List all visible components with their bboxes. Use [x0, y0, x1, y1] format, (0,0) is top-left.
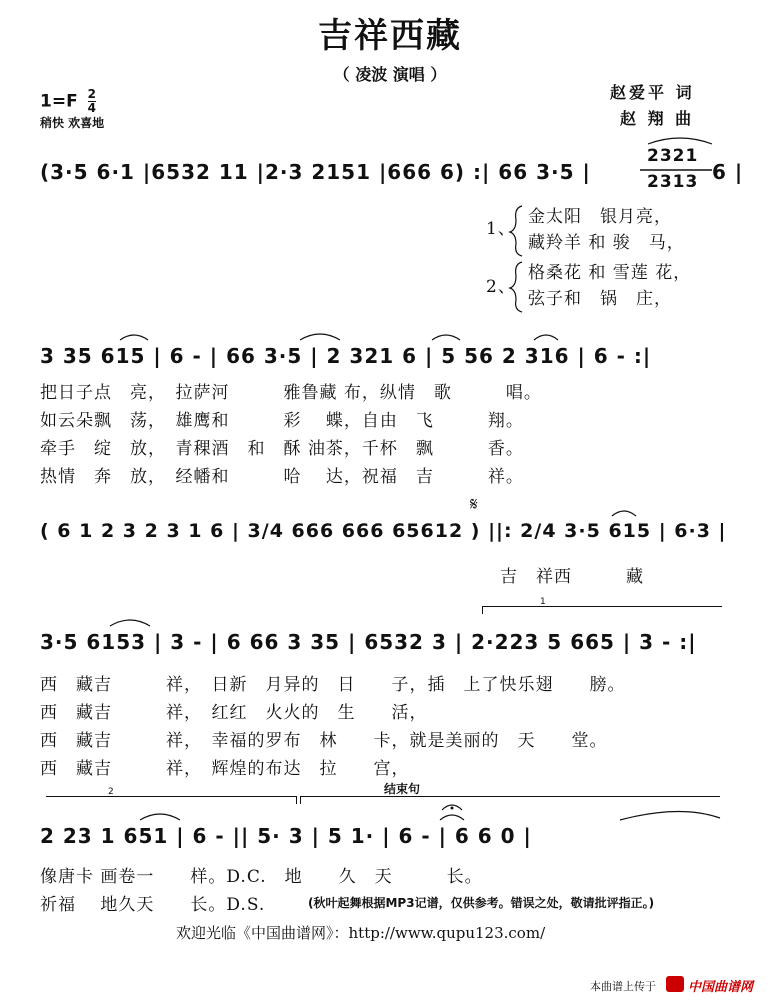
slur-10: [620, 811, 720, 820]
staff3-notation: ( 6 1 2 3 2 3 1 6 | 3/4 666 666 65612 ) ||: 2/4 3·5 615 | 6·3 |: [40, 520, 727, 542]
staff5-notation: 2 23 1 651 | 6 - || 5· 3 | 5 1· | 6 - | 6 6 0 |: [40, 824, 532, 848]
verse1-label: 1、: [486, 219, 516, 239]
verse2-line-a: 格桑花 和 雪莲 花，: [528, 263, 692, 283]
staff4-lyric-4: 西 藏吉 祥， 辉煌的布达 拉 宫，: [40, 759, 410, 779]
verse1-brace: [510, 206, 522, 256]
slur-8: [140, 814, 180, 820]
footer-upload-label: 本曲谱上传于: [590, 980, 656, 993]
lyricist-credit: 赵爱平 词: [610, 83, 695, 102]
staff5-lyric-2a: 祈福 地久天 长。D.S.: [40, 895, 266, 915]
staff2-lyric-3: 牵手 绽 放， 青稞酒 和 酥 油茶，千杯 飘 香。: [40, 439, 524, 459]
website-link[interactable]: 欢迎光临《中国曲谱网》：http://www.qupu123.com/: [176, 924, 546, 942]
time-signature: $\frac{2}{4}$: [87, 87, 96, 115]
staff3-lyric: 吉 祥西 藏: [500, 567, 644, 587]
fermata-dot: [451, 807, 454, 810]
verse1-line-a: 金太阳 银月亮，: [528, 207, 672, 227]
singer-credit: （ 凌波 演唱 ）: [333, 65, 447, 84]
staff4-lyric-3: 西 藏吉 祥， 幸福的罗布 林 卡，就是美丽的 天 堂。: [40, 731, 608, 751]
slur-9: [440, 815, 464, 820]
slur-3: [300, 334, 340, 340]
staff1-notation: (3·5 6·1 |6532 11 |2·3 2151 |666 6) :| 66 3·5 |: [40, 160, 591, 184]
footer-site-name: 中国曲谱网: [688, 980, 754, 995]
staff1-stack-top: 2321: [647, 146, 699, 166]
staff4-lyric-2: 西 藏吉 祥， 红红 火火的 生 活，: [40, 703, 428, 723]
staff2-lyric-1: 把日子点 亮， 拉萨河 雅鲁藏 布，纵情 歌 唱。: [40, 383, 542, 403]
verse2-label: 2、: [486, 277, 516, 297]
composer-credit: 赵 翔 曲: [620, 109, 695, 128]
transcriber-note: (秋叶起舞根据MP3记谱，仅供参考。错误之处，敬请批评指正。): [308, 896, 655, 910]
slur-4: [432, 335, 460, 340]
staff1-stack-bottom: 2313: [647, 172, 699, 192]
slur-1: [648, 138, 712, 144]
slur-2: [120, 335, 148, 340]
key-label: 1=F: [40, 91, 78, 112]
staff4-notation: 3·5 6153 | 3 - | 6 66 3 35 | 6532 3 | 2·223 5 665 | 3 - :|: [40, 630, 697, 654]
segno-sign: 𝄋: [470, 494, 478, 515]
staff2-lyric-2: 如云朵飘 荡， 雄鹰和 彩 蝶，自由 飞 翔。: [40, 411, 524, 431]
volta2-number: 2: [108, 787, 114, 797]
staff2-notation: 3 35 615 | 6 - | 66 3·5 | 2 321 6 | 5 56 2 316 | 6 - :|: [40, 344, 652, 368]
staff1-end: 6 |: [712, 160, 744, 184]
slur-5: [534, 335, 558, 340]
verse2-brace: [510, 262, 522, 312]
verse2-line-b: 弦子和 锅 庄，: [528, 289, 672, 309]
tempo-marking: 稍快 欢喜地: [40, 116, 105, 130]
page-title: 吉祥西藏: [318, 16, 462, 56]
verse1-line-b: 藏羚羊 和 骏 马，: [528, 233, 685, 253]
staff4-lyric-1: 西 藏吉 祥， 日新 月异的 日 子，插 上了快乐翅 膀。: [40, 675, 626, 695]
slur-6: [612, 511, 636, 516]
staff2-lyric-4: 热情 奔 放， 经幡和 哈 达，祝福 吉 祥。: [40, 467, 524, 487]
staff5-lyric-1: 像唐卡 画卷一 样。D.C. 地 久 天 长。: [40, 867, 483, 887]
slur-7: [110, 620, 150, 626]
coda-label: 结束句: [384, 782, 421, 796]
volta1-number: 1: [540, 597, 546, 607]
